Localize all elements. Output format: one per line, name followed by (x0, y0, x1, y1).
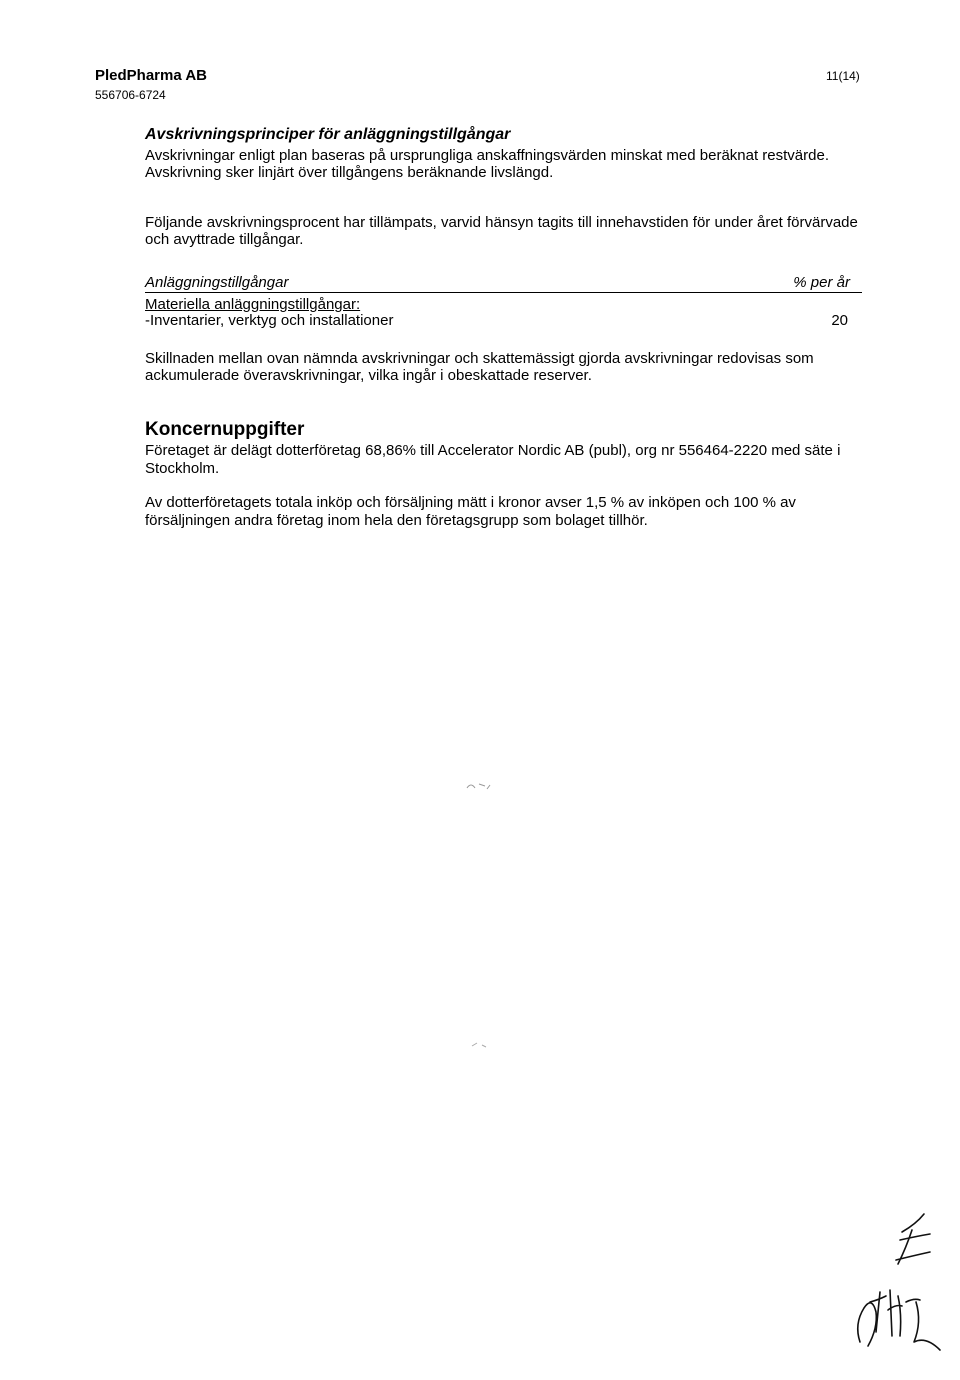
handwritten-signature (840, 1210, 960, 1360)
table-header (145, 274, 862, 291)
depreciation-paragraph-1: Avskrivningar enligt plan baseras på ursprungliga anskaffningsvärden minskat med beräknat restvärde. Avskrivning sker linjärt över tillgångens beräknande livslängd. (145, 147, 829, 181)
page-number: 11(14) (826, 69, 860, 83)
group-paragraph-1: Företaget är delägt dotterföretag 68,86% till Accelerator Nordic AB (publ), org nr 556464-2220 med säte i Stockholm. (145, 442, 841, 477)
org-number: 556706-6724 (95, 88, 166, 102)
table-header-left: Anläggningstillgångar (145, 274, 289, 291)
table-subheading: Materiella anläggningstillgångar: (145, 296, 361, 313)
scan-speck (465, 780, 495, 792)
section-title-depreciation: Avskrivningsprinciper för anläggningstillgångar (145, 126, 511, 143)
table-row (145, 312, 848, 329)
company-name: PledPharma AB (95, 67, 207, 84)
table-row-label: -Inventarier, verktyg och installationer (145, 312, 394, 329)
table-header-rule (145, 292, 862, 293)
depreciation-paragraph-3: Skillnaden mellan ovan nämnda avskrivningar och skattemässigt gjorda avskrivningar redovisas som ackumulerade överavskrivningar, vilka ingår i obeskattade reserver. (145, 350, 814, 384)
group-paragraph-2: Av dotterföretagets totala inköp och försäljning mätt i kronor avser 1,5 % av inköpen och 100 % av försäljningen andra företag inom hela den företagsgrupp som bolaget tillhör. (145, 494, 796, 529)
scan-speck (470, 1040, 494, 1050)
depreciation-paragraph-2: Följande avskrivningsprocent har tillämpats, varvid hänsyn tagits till innehavstiden för under året förvärvade och avyttrade tillgångar. (145, 214, 858, 248)
table-row-value: 20 (831, 312, 848, 329)
section-title-group: Koncernuppgifter (145, 419, 305, 440)
table-header-right: % per år (793, 274, 850, 291)
